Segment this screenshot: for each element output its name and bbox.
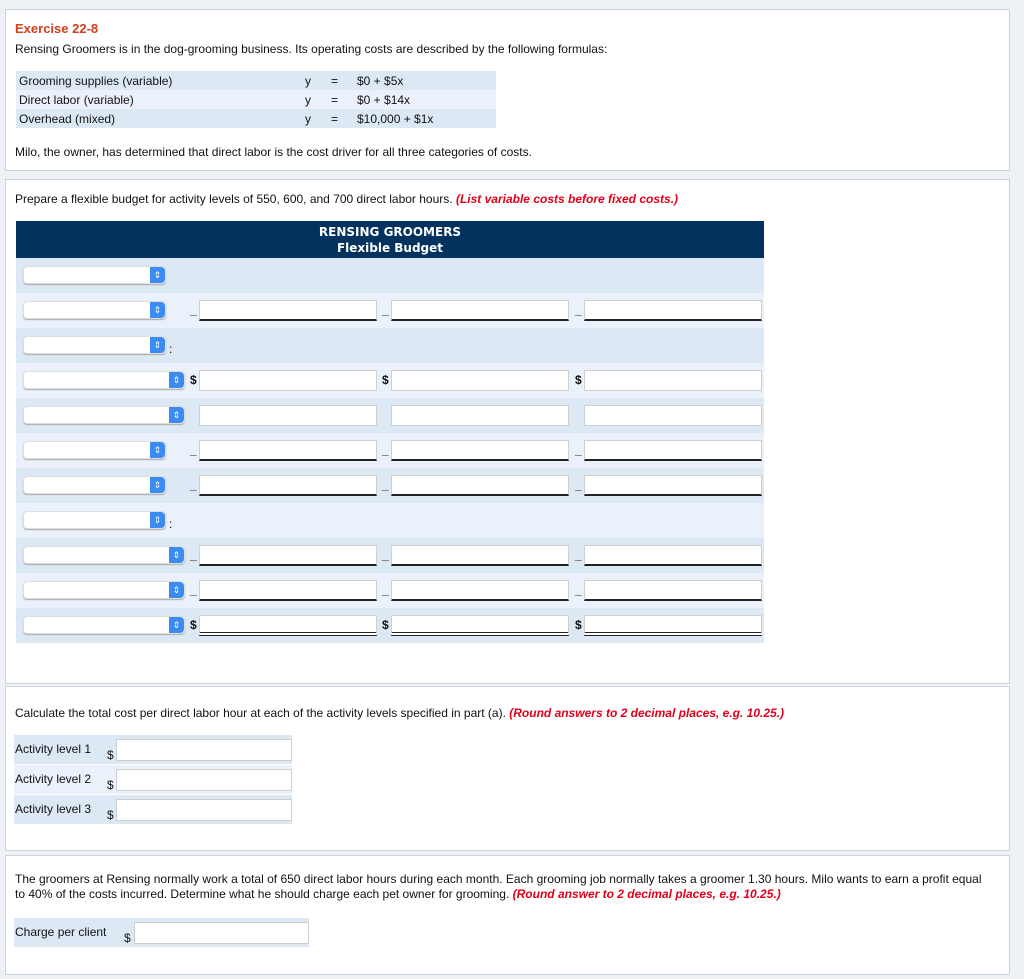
cost-formula: $0 + $14x (357, 92, 411, 107)
prefix-symbol: _ (382, 443, 389, 457)
amount-input[interactable] (391, 615, 569, 636)
line-item-select[interactable] (23, 266, 166, 284)
chevron-updown-icon: ⇕ (169, 582, 184, 598)
cost-label: Overhead (mixed) (19, 111, 116, 126)
line-item-select[interactable] (23, 511, 166, 529)
amount-input[interactable] (584, 370, 762, 391)
amount-input[interactable] (199, 545, 377, 566)
equals-symbol: = (331, 73, 339, 88)
chevron-updown-icon: ⇕ (150, 337, 165, 353)
line-item-select[interactable] (23, 616, 185, 634)
formula-row (16, 90, 496, 109)
currency-symbol: $ (124, 931, 131, 945)
flexible-budget-table (16, 221, 764, 643)
cost-formula: $10,000 + $1x (357, 111, 434, 126)
hint-text: (List variable costs before fixed costs.) (455, 192, 679, 206)
budget-title: Flexible Budget (336, 241, 444, 255)
line-item-select[interactable] (23, 371, 185, 389)
formula-row (16, 109, 496, 128)
y-symbol: y (305, 92, 311, 107)
line-item-select[interactable] (23, 301, 166, 319)
cost-formula: $0 + $5x (357, 73, 404, 88)
colon: : (169, 517, 173, 531)
amount-input[interactable] (199, 405, 377, 426)
line-item-select[interactable] (23, 581, 185, 599)
amount-input[interactable] (584, 545, 762, 566)
line-item-select[interactable] (23, 441, 166, 459)
prefix-symbol: _ (575, 443, 582, 457)
prefix-symbol: _ (382, 583, 389, 597)
amount-input[interactable] (584, 580, 762, 601)
budget-row (16, 258, 764, 293)
cost-label: Direct labor (variable) (19, 92, 134, 107)
currency-symbol: $ (107, 778, 114, 792)
intro-text: Rensing Groomers is in the dog-grooming business. Its operating costs are described by the following formulas: (15, 42, 608, 56)
prefix-symbol: _ (382, 303, 389, 317)
chevron-updown-icon: ⇕ (150, 477, 165, 493)
hint-text: (Round answers to 2 decimal places, e.g. 10.25.) (509, 706, 785, 720)
amount-input[interactable] (584, 475, 762, 496)
budget-row (16, 503, 764, 538)
prefix-symbol: _ (190, 548, 197, 562)
charge-per-client-input[interactable] (134, 922, 309, 944)
part-c-panel (5, 855, 1010, 975)
prefix-symbol: _ (382, 548, 389, 562)
chevron-updown-icon: ⇕ (150, 267, 165, 283)
budget-row (16, 538, 764, 573)
activity-cost-input[interactable] (116, 739, 292, 761)
currency-symbol: $ (107, 748, 114, 762)
chevron-updown-icon: ⇕ (150, 512, 165, 528)
activity-row (14, 765, 292, 794)
instruction-text: Prepare a flexible budget for activity levels of 550, 600, and 700 direct labor hours. (15, 192, 453, 206)
part-c-instruction (15, 872, 989, 902)
activity-label: Activity level 1 (15, 742, 92, 756)
amount-input[interactable] (391, 545, 569, 566)
part-b-panel (5, 686, 1010, 851)
formula-row (16, 71, 496, 90)
formula-table (16, 71, 496, 128)
part-a-panel (5, 179, 1010, 684)
budget-row (16, 468, 764, 503)
amount-input[interactable] (584, 440, 762, 461)
activity-cost-input[interactable] (116, 769, 292, 791)
prefix-symbol: _ (190, 583, 197, 597)
activity-label: Activity level 2 (15, 772, 92, 786)
amount-input[interactable] (391, 440, 569, 461)
part-a-instruction (15, 192, 678, 206)
charge-row (14, 918, 309, 947)
y-symbol: y (305, 73, 311, 88)
line-item-select[interactable] (23, 546, 185, 564)
amount-input[interactable] (391, 370, 569, 391)
chevron-updown-icon: ⇕ (169, 407, 184, 423)
exercise-title: Exercise 22-8 (15, 21, 99, 36)
prefix-symbol: _ (575, 303, 582, 317)
amount-input[interactable] (584, 405, 762, 426)
prefix-symbol: _ (190, 443, 197, 457)
prefix-symbol: $ (190, 373, 197, 387)
instruction-text: Calculate the total cost per direct labor hour at each of the activity levels specified in part (a). (15, 706, 506, 720)
prefix-symbol: $ (382, 373, 389, 387)
amount-input[interactable] (199, 475, 377, 496)
instruction-text: The groomers at Rensing normally work a total of 650 direct labor hours during each month. Each grooming job normally takes a groomer 1.30 hours. Milo wants to earn a profit equal to 40% of the costs incurred. Determine what he should charge each pet owner for grooming. (15, 872, 982, 901)
budget-row (16, 363, 764, 398)
prefix-symbol: _ (190, 478, 197, 492)
amount-input[interactable] (199, 370, 377, 391)
equals-symbol: = (331, 111, 339, 126)
amount-input[interactable] (391, 475, 569, 496)
amount-input[interactable] (584, 615, 762, 636)
amount-input[interactable] (199, 440, 377, 461)
line-item-select[interactable] (23, 406, 185, 424)
note-text: Milo, the owner, has determined that direct labor is the cost driver for all three categories of costs. (15, 145, 532, 159)
chevron-updown-icon: ⇕ (169, 547, 184, 563)
currency-symbol: $ (107, 808, 114, 822)
exercise-panel (5, 9, 1010, 171)
budget-row (16, 398, 764, 433)
charge-label: Charge per client (15, 925, 107, 939)
activity-row (14, 735, 292, 764)
amount-input[interactable] (199, 615, 377, 636)
amount-input[interactable] (391, 405, 569, 426)
line-item-select[interactable] (23, 476, 166, 494)
colon: : (169, 342, 173, 356)
chevron-updown-icon: ⇕ (150, 442, 165, 458)
amount-input[interactable] (199, 300, 377, 321)
chevron-updown-icon: ⇕ (150, 302, 165, 318)
budget-row (16, 433, 764, 468)
cost-label: Grooming supplies (variable) (19, 73, 173, 88)
prefix-symbol: $ (575, 618, 582, 632)
amount-input[interactable] (584, 300, 762, 321)
prefix-symbol: _ (575, 478, 582, 492)
prefix-symbol: _ (575, 583, 582, 597)
hint-text: (Round answer to 2 decimal places, e.g. 10.25.) (512, 887, 781, 901)
equals-symbol: = (331, 92, 339, 107)
amount-input[interactable] (391, 300, 569, 321)
prefix-symbol: _ (575, 548, 582, 562)
amount-input[interactable] (199, 580, 377, 601)
activity-label: Activity level 3 (15, 802, 92, 816)
line-item-select[interactable] (23, 336, 166, 354)
budget-header (16, 221, 764, 258)
part-b-instruction (15, 706, 784, 720)
budget-row (16, 328, 764, 363)
activity-cost-input[interactable] (116, 799, 292, 821)
activity-row (14, 795, 292, 824)
budget-row (16, 608, 764, 643)
prefix-symbol: $ (575, 373, 582, 387)
chevron-updown-icon: ⇕ (169, 372, 184, 388)
prefix-symbol: _ (382, 478, 389, 492)
prefix-symbol: $ (382, 618, 389, 632)
budget-row (16, 573, 764, 608)
budget-row (16, 293, 764, 328)
y-symbol: y (305, 111, 311, 126)
amount-input[interactable] (391, 580, 569, 601)
prefix-symbol: _ (190, 303, 197, 317)
company-name: RENSING GROOMERS (318, 225, 462, 239)
prefix-symbol: $ (190, 618, 197, 632)
chevron-updown-icon: ⇕ (169, 617, 184, 633)
